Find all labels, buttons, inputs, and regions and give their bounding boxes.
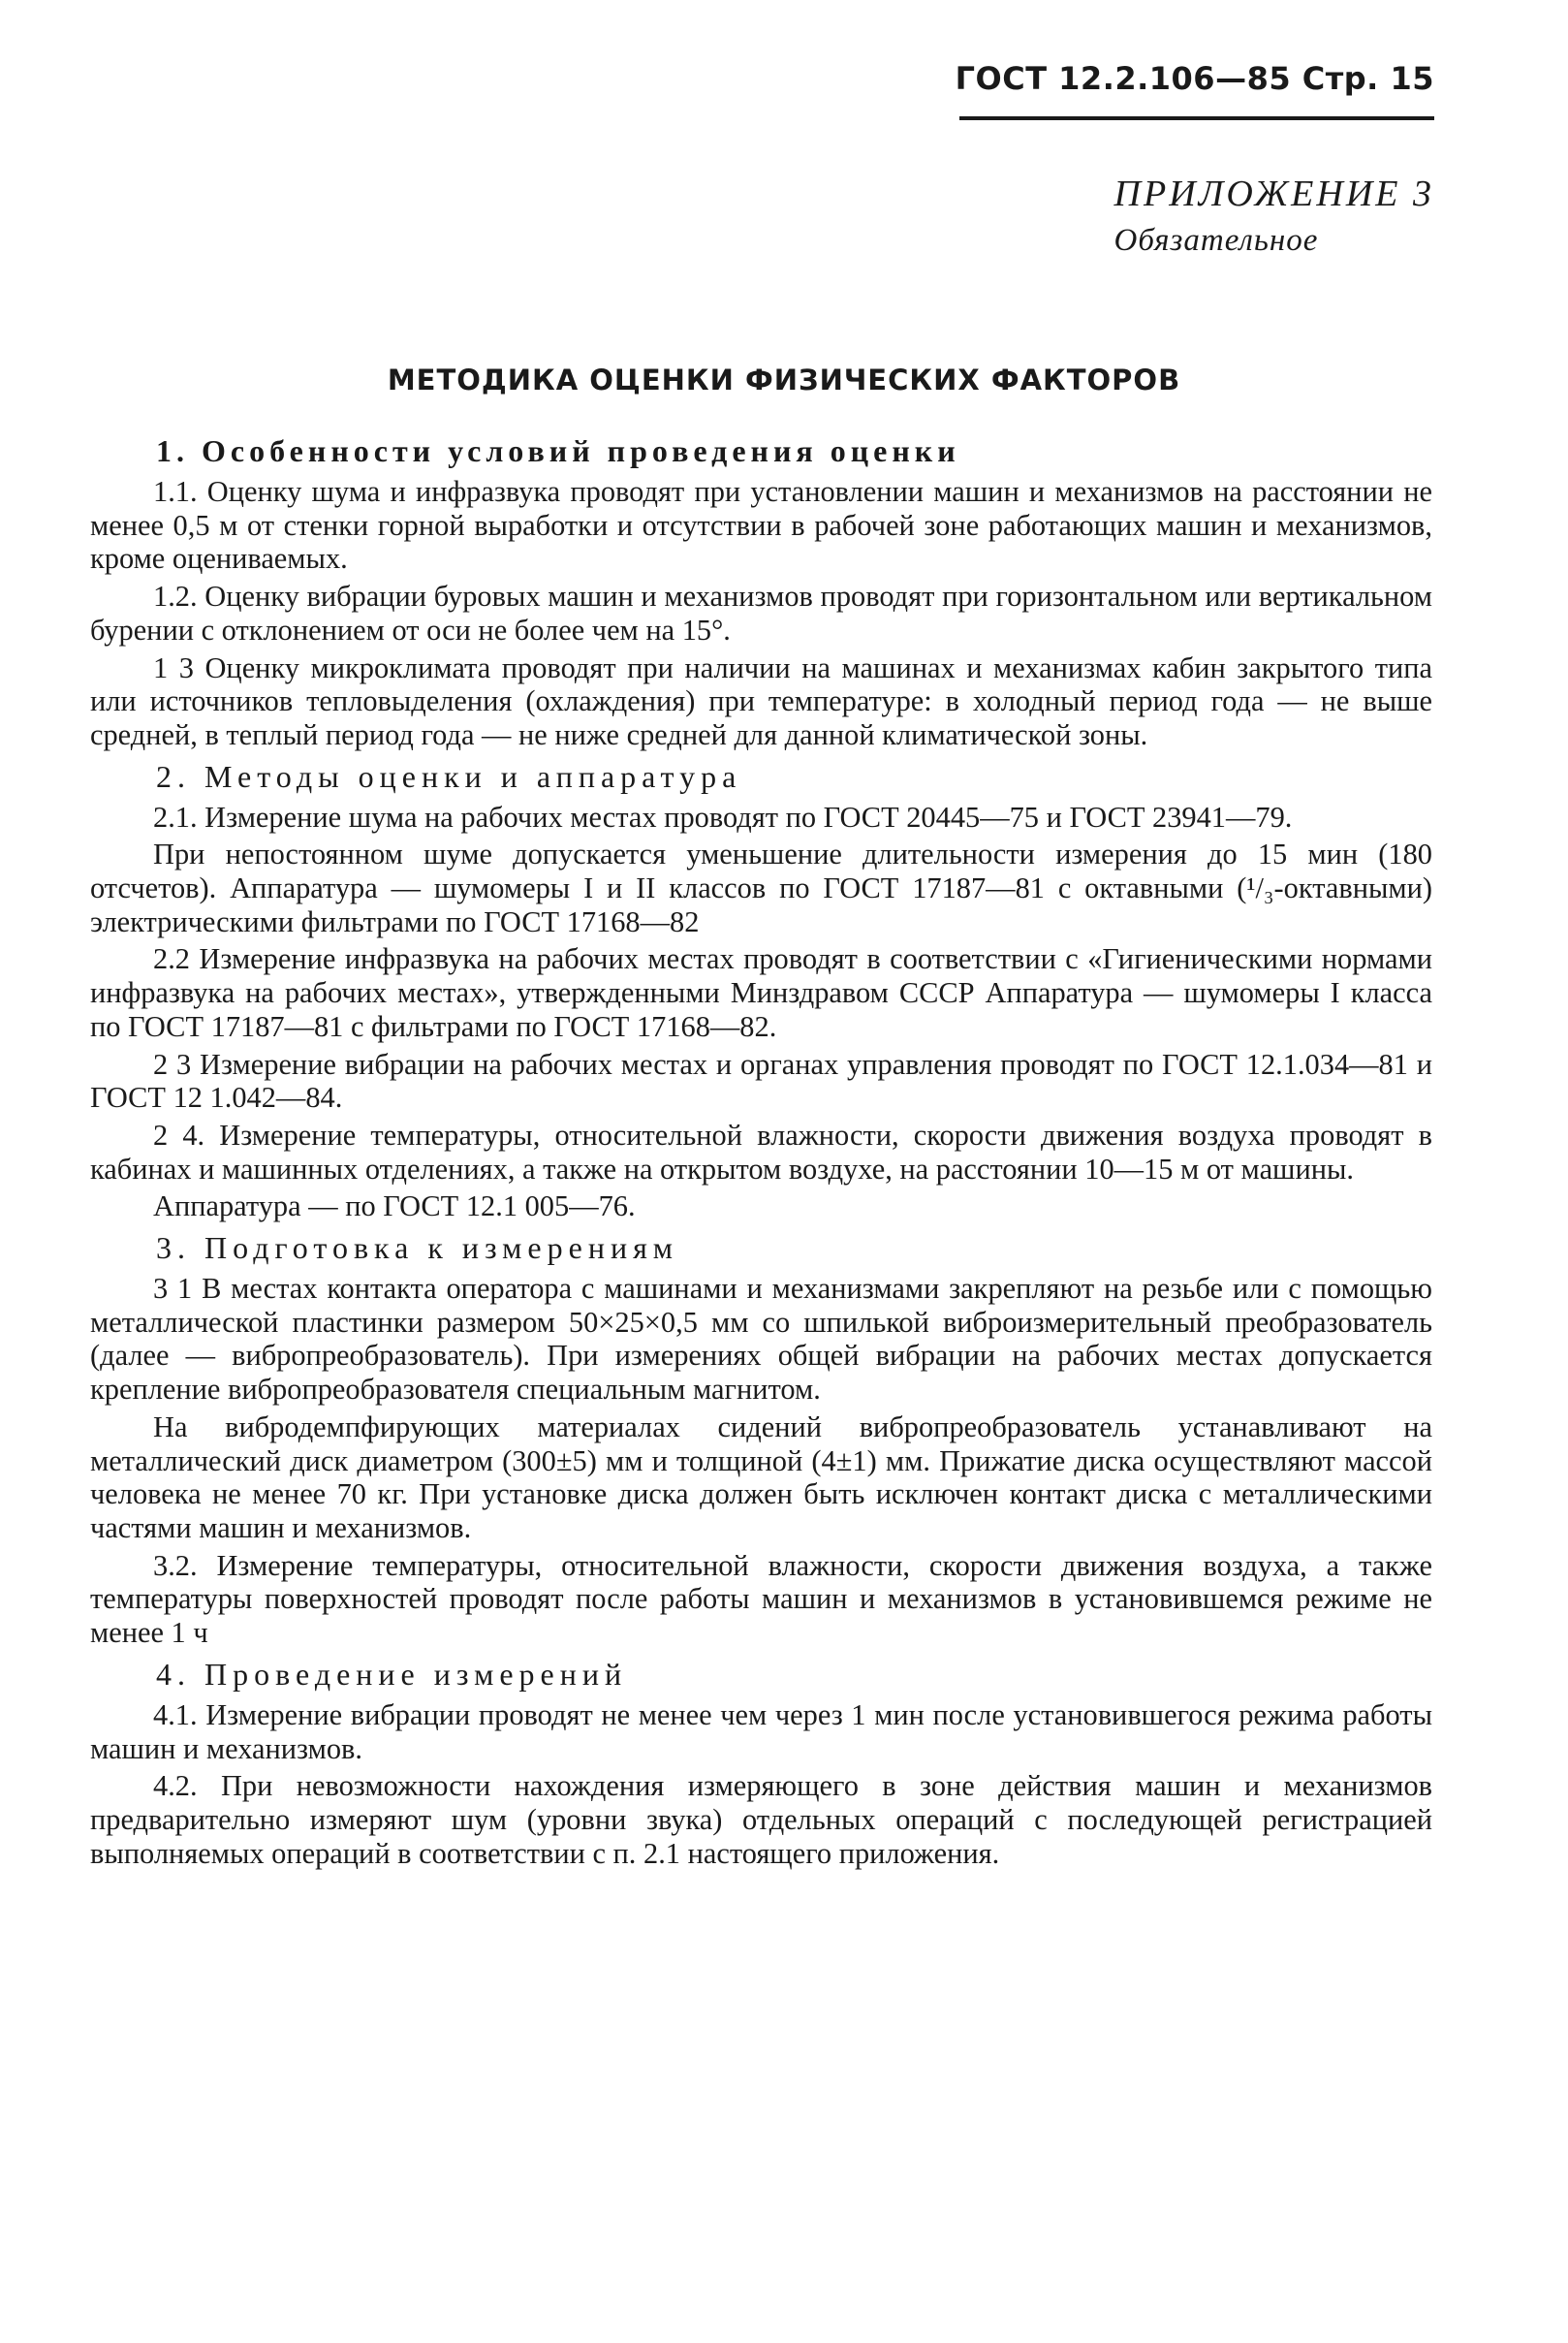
section-heading-2: 2. Методы оценки и аппаратура [156, 758, 742, 794]
section-heading-3: 3. Подготовка к измерениям [156, 1230, 679, 1266]
document-title: МЕТОДИКА ОЦЕНКИ ФИЗИЧЕСКИХ ФАКТОРОВ [387, 364, 1181, 396]
paragraph-2-1: 2.1. Измерение шума на рабочих местах проводят по ГОСТ 20445—75 и ГОСТ 23941—79. [153, 800, 1293, 834]
paragraph-1-2: 1.2. Оценку вибрации буровых машин и механизмов проводят при горизонтальном или вертикальном бурении с отклонением от оси не более чем на 15°. [90, 580, 1432, 647]
paragraph-2-3: 2 3 Измерение вибрации на рабочих местах и органах управления проводят по ГОСТ 12.1.034—81 и ГОСТ 12 1.042—84. [90, 1047, 1432, 1115]
paragraph-1-3: 1 3 Оценку микроклимата проводят при наличии на машинах и механизмах кабин закрытого типа или источников тепловыделения (охлаждения) при температуре: в холодный период года — не выше средней, в теплый период года — не ниже средней для данной климатической зоны. [90, 650, 1432, 751]
appendix-subtitle: Обязательное [1113, 223, 1319, 258]
document-body [90, 427, 1432, 1874]
paragraph-4-2: 4.2. При невозможности нахождения измеряющего в зоне действия машин и механизмов предварительно измеряют шум (уровни звука) отдельных операций с последующей регистрацией выполняемых операций в соответствии с п. 2.1 настоящего приложения. [90, 1769, 1432, 1870]
appendix-label [1114, 170, 1434, 263]
paragraph-3-1: 3 1 В местах контакта оператора с машинами и механизмами закрепляют на резьбе или с помощью металлической пластинки размером 50×25×0,5 мм со шпилькой виброизмерительный преобразователь (далее — вибропреобразователь). При измерениях общей вибрации на рабочих местах допускается крепление вибропреобразователя специальным магнитом. [90, 1272, 1432, 1407]
paragraph-2-4: 2 4. Измерение температуры, относительной влажности, скорости движения воздуха проводят в кабинах и машинных отделениях, а также на открытом воздухе, на расстоянии 10—15 м от машины. [90, 1118, 1432, 1186]
section-heading-4: 4. Проведение измерений [156, 1656, 628, 1692]
running-head-text: ГОСТ 12.2.106—85 Стр. 15 [955, 60, 1434, 97]
appendix-title: ПРИЛОЖЕНИЕ 3 [1113, 174, 1434, 214]
section-heading-1: 1. Особенности условий проведения оценки [156, 433, 960, 468]
paragraph-2-1-note: При непостоянном шуме допускается уменьшение длительности измерения до 15 мин (180 отсчетов). Аппаратура — шумомеры I и II классов по ГОСТ 17187—81 с октавными (¹/₃-октавными) электрическими фильтрами по ГОСТ 17168—82 [90, 838, 1432, 938]
paragraph-3-2: 3.2. Измерение температуры, относительной влажности, скорости движения воздуха, а также температуры поверхностей проводят после работы машин и механизмов в установившемся режиме не менее 1 ч [90, 1548, 1432, 1650]
header-rule [959, 116, 1434, 120]
paragraph-2-2: 2.2 Измерение инфразвука на рабочих местах проводят в соответствии с «Гигиеническими нормами инфразвука на рабочих местах», утвержденными Минздравом СССР Аппаратура — шумомеры I класса по ГОСТ 17187—81 с фильтрами по ГОСТ 17168—82. [90, 942, 1432, 1043]
paragraph-4-1: 4.1. Измерение вибрации проводят не менее чем через 1 мин после установившегося режима работы машин и механизмов. [90, 1697, 1432, 1765]
paragraph-1-1: 1.1. Оценку шума и инфразвука проводят при установлении машин и механизмов на расстоянии не менее 0,5 м от стенки горной выработки и отсутствии в рабочей зоне работающих машин и механизмов, кроме оцениваемых. [90, 475, 1432, 576]
paragraph-2-4-equipment: Аппаратура — по ГОСТ 12.1 005—76. [153, 1189, 636, 1223]
paragraph-3-1-note: На вибродемпфирующих материалах сидений вибропреобразователь устанавливают на металлический диск диаметром (300±5) мм и толщиной (4±1) мм. Прижатие диска осуществляют массой человека не менее 70 кг. При установке диска должен быть исключен контакт диска с металлическими частями машин и механизмов. [90, 1409, 1432, 1544]
running-header [950, 60, 1434, 128]
